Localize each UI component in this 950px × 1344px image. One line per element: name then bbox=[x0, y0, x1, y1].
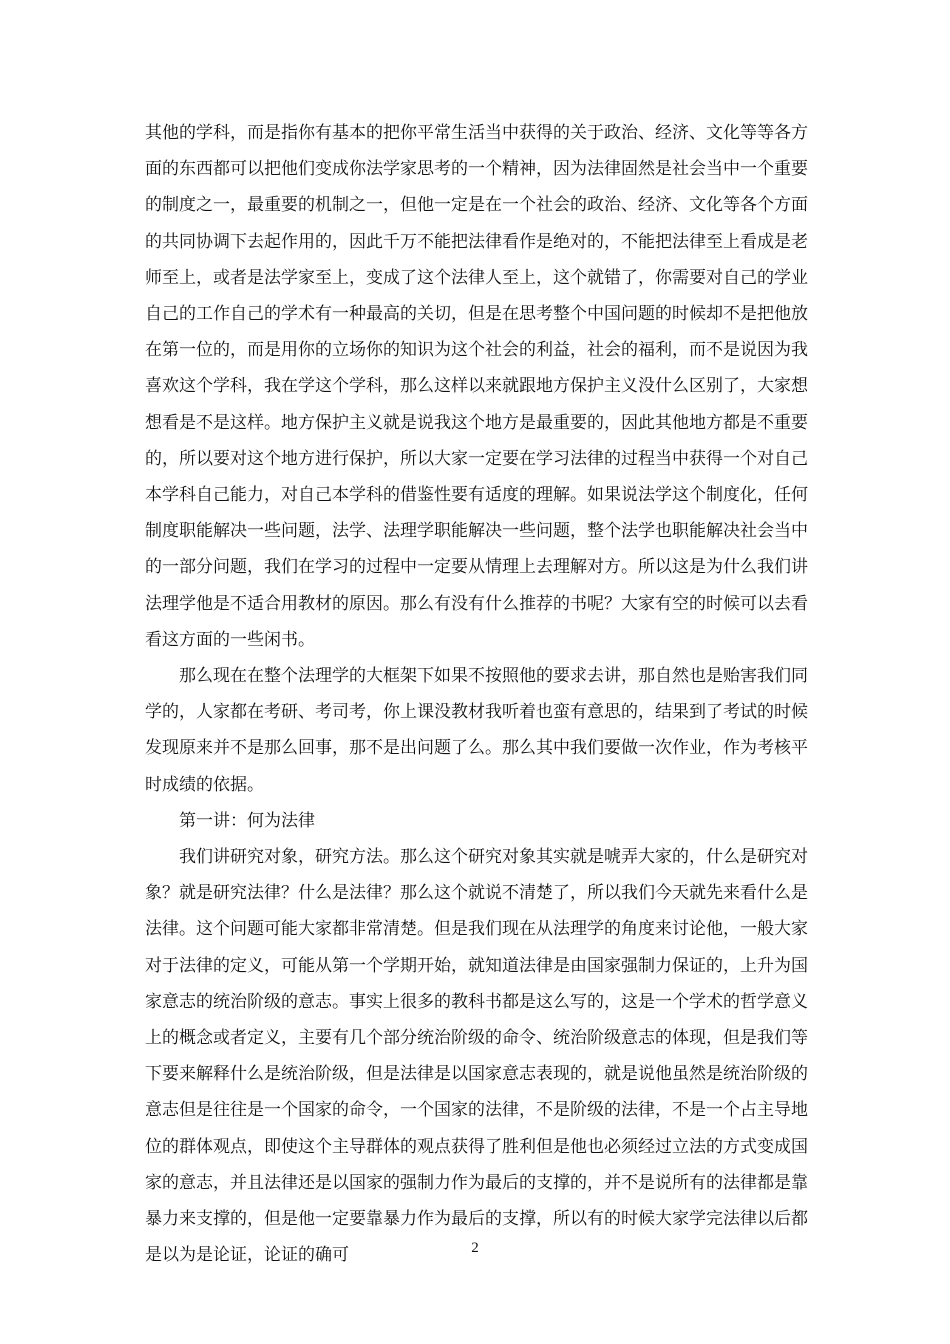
paragraph-exam-note: 那么现在在整个法理学的大框架下如果不按照他的要求去讲，那自然也是贻害我们同学的，人家都在考研、考司考，你上课没教材我听着也蛮有意思的，结果到了考试的时候发现原来并不是那么回事，那不是出问题了么。那么其中我们要做一次作业，作为考核平时成绩的依据。 bbox=[145, 666, 808, 795]
paragraph-continuation: 其他的学科，而是指你有基本的把你平常生活当中获得的关于政治、经济、文化等等各方面的东西都可以把他们变成你法学家思考的一个精神，因为法律固然是社会当中一个重要的制度之一，最重要的机制之一，但他一定是在一个社会的政治、经济、文化等各个方面的共同协调下去起作用的，因此千万不能把法律看作是绝对的，不能把法律至上看成是老师至上，或者是法学家至上，变成了这个法律人至上，这个就错了，你需要对自己的学业自己的工作自己的学术有一种最高的关切，但是在思考整个中国问题的时候却不是把他放在第一位的，而是用你的立场你的知识为这个社会的利益，社会的福利，而不是说因为我喜欢这个学科，我在学这个学科，那么这样以来就跟地方保护主义没什么区别了，大家想想看是不是这样。地方保护主义就是说我这个地方是最重要的，因此其他地方都是不重要的，所以要对这个地方进行保护，所以大家一定要在学习法律的过程当中获得一个对自己本学科自己能力，对自己本学科的借鉴性要有适度的理解。如果说法学这个制度化，任何制度职能解决一些问题，法学、法理学职能解决一些问题，整个法学也职能解决社会当中的一部分问题，我们在学习的过程中一定要从情理上去理解对方。所以这是为什么我们讲法理学他是不适合用教材的原因。那么有没有什么推荐的书呢？大家有空的时候可以去看看这方面的一些闲书。 bbox=[145, 123, 808, 650]
section-heading: 第一讲：何为法律 bbox=[179, 810, 315, 831]
document-body bbox=[145, 115, 808, 1274]
paragraph-law-definition: 我们讲研究对象，研究方法。那么这个研究对象其实就是唬弄大家的，什么是研究对象？就是研究法律？什么是法律？那么这个就说不清楚了，所以我们今天就先来看什么是法律。这个问题可能大家都非常清楚。但是我们现在从法理学的角度来讨论他，一般大家对于法律的定义，可能从第一个学期开始，就知道法律是由国家强制力保证的，上升为国家意志的统治阶级的意志。事实上很多的教科书都是这么写的，这是一个学术的哲学意义上的概念或者定义，主要有几个部分统治阶级的命令、统治阶级意志的体现，但是我们等下要来解释什么是统治阶级，但是法律是以国家意志表现的，就是说他虽然是统治阶级的意志但是往往是一个国家的命令，一个国家的法律，不是阶级的法律，不是一个占主导地位的群体观点，即使这个主导群体的观点获得了胜利但是他也必须经过立法的方式变成国家的意志，并且法律还是以国家的强制力作为最后的支撑的，并不是说所有的法律都是靠暴力来支撑的，但是他一定要靠暴力作为最后的支撑，所以有的时候大家学完法律以后都是以为是论证，论证的确可 bbox=[145, 847, 808, 1266]
page-number: 2 bbox=[471, 1240, 479, 1256]
